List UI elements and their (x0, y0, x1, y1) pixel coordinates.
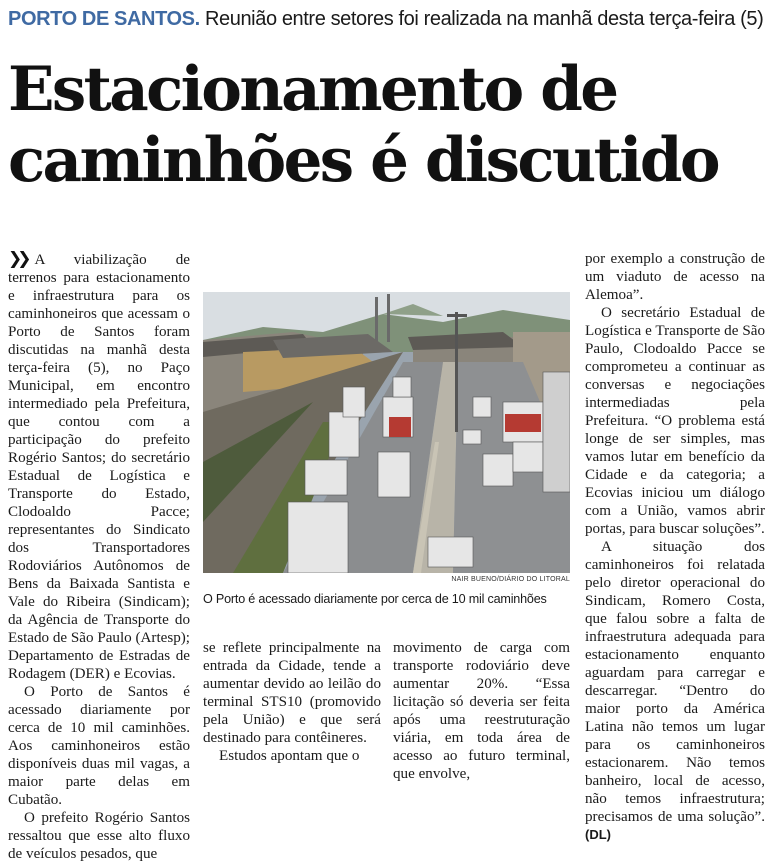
paragraph: Estudos apontam que o (219, 748, 360, 764)
lead-paragraph: A viabilização de terrenos para estacionamento e infraestrutura para os caminhoneiros que acessam o Porto de Santos foram discutidas na manhã desta terça-feira (5), no Paço Municipal, em encontro intermediado pela Prefeitura, que contou com a participação do prefeito Rogério Santos; do secretário Estadual de Logística e Transporte do Estado, Clodoaldo Pacce; representantes do Sindicato dos Transportadores Rodoviários Autônomos de Bens da Baixada Santista e Vale do Ribeira (Sindicam); da Agência de Transporte do Estado de São Paulo (Artesp); Departamento de Estradas de Rodagem (DER) e Ecovias. (8, 252, 190, 682)
paragraph: O secretário Estadual de Logística e Transporte de São Paulo, Clodoaldo Pacce se comprometeu a continuar as conversas e negociações intermediadas pela Prefeitura. “O problema está longe de ser simples, mas vamos lutar em benefício da Cidade e da categoria; a Ecovias iniciou um diálogo com a União, vamos abrir portas, para buscar soluções”. (585, 305, 765, 537)
article-photo (203, 292, 570, 573)
paragraph: O Porto de Santos é acessado diariamente por cerca de 10 mil caminhões. Aos caminhoneiros estão disponíveis duas mil vagas, a maior parte delas em Cubatão. (8, 684, 190, 808)
subheadline: Reunião entre setores foi realizada na manhã desta terça-feira (5) (204, 8, 764, 30)
paragraph: por exemplo a construção de um viaduto de acesso na Alemoa”. (585, 251, 765, 303)
paragraph: se reflete principalmente na entrada da Cidade, tende a aumentar devido ao leilão do terminal STS10 (promovido pela União) e que será destinado para contêineres. (203, 640, 381, 746)
kicker (8, 6, 766, 32)
article-column-1 (8, 250, 190, 863)
photo-credit: NAIR BUENO/DIÁRIO DO LITORAL (451, 576, 570, 583)
headline-line-1: Estacionamento de (8, 54, 617, 125)
paragraph (8, 250, 190, 683)
article-column-4 (585, 250, 765, 844)
paragraph (585, 538, 765, 844)
headline-line-2: caminhões é discutido (8, 125, 718, 196)
article-column-3 (393, 639, 570, 783)
paragraph: movimento de carga com transporte rodoviário deve aumentar 20%. “Essa licitação só deveria ser feita após uma reestruturação viária, em toda área de acesso ao futuro terminal, que envolve, (393, 640, 570, 782)
chevron-right-icon: ❯❯ (8, 249, 27, 269)
section-tag: PORTO DE SANTOS. (8, 8, 200, 30)
paragraph: O prefeito Rogério Santos ressaltou que esse alto fluxo de veículos pesados, que (8, 810, 190, 862)
paragraph-text: A situação dos caminhoneiros foi relatada pelo diretor operacional do Sindicam, Romero Costa, que falou sobre a falta de infraestrutura adequada para estacionamento enquanto aguardam para carregar e descarregar. “Dentro do maior porto da América Latina não temos um lugar para os caminhoneiros estacionarem. Não temos banheiro, local de acesso, não temos infraestrutura; precisamos de uma solução”. (585, 539, 765, 825)
article-column-2 (203, 639, 381, 765)
photo-caption: O Porto é acessado diariamente por cerca de 10 mil caminhões (203, 592, 547, 606)
author-signature: (DL) (585, 827, 611, 842)
headline (8, 54, 766, 196)
